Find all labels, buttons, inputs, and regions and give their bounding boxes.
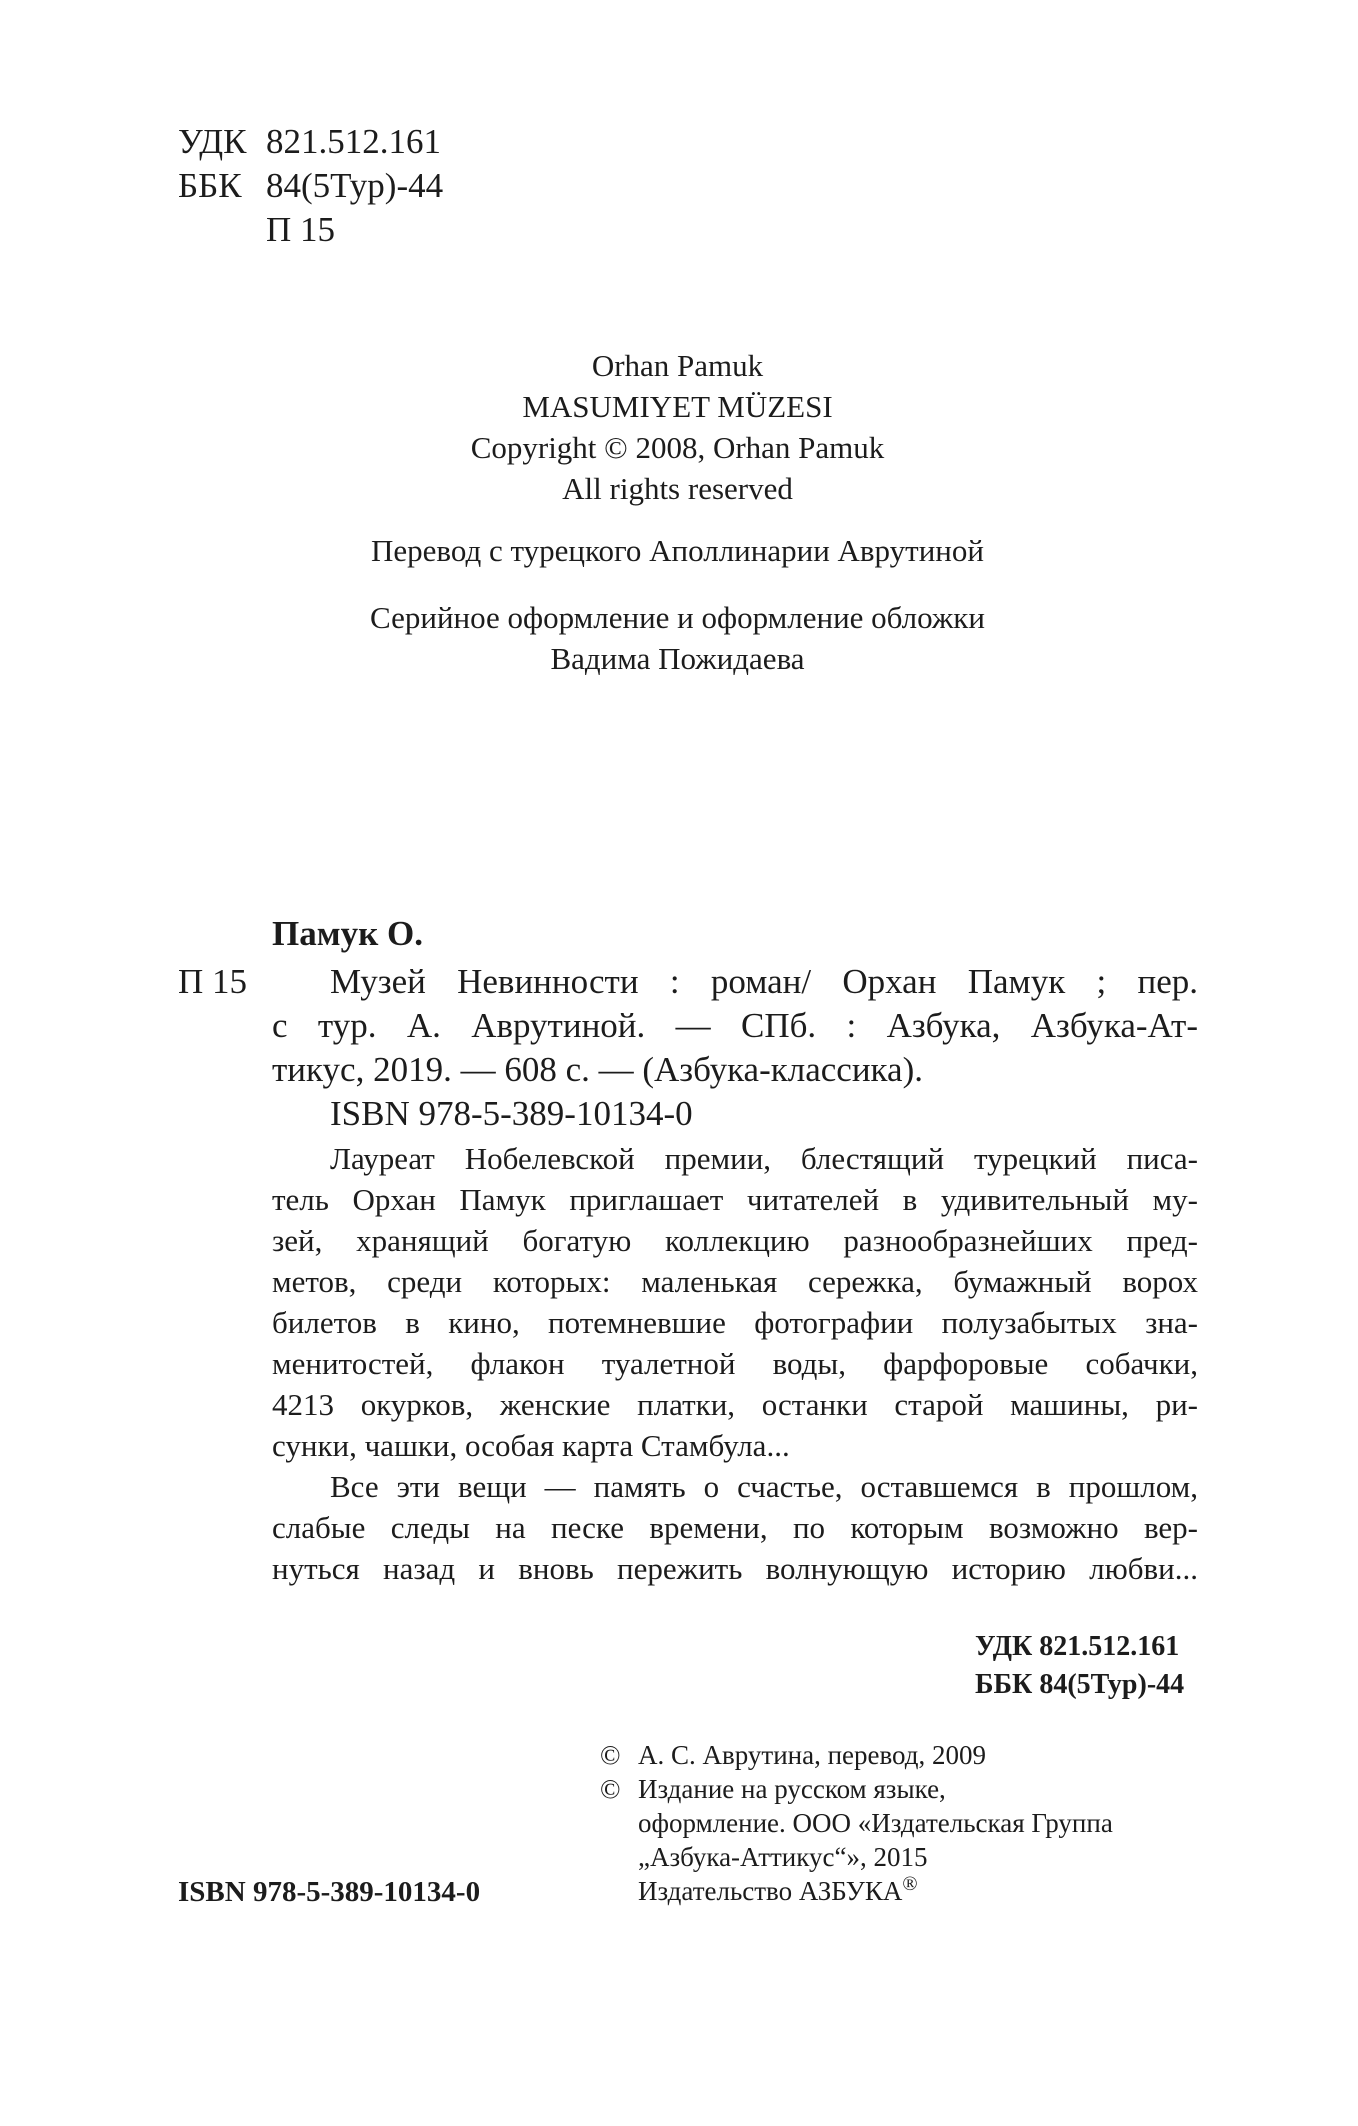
annotation-p1-line-2: тель Орхан Памук приглашает читателей в удивительный му- — [272, 1182, 1198, 1217]
bbk-row — [178, 164, 443, 208]
original-rights: All rights reserved — [562, 471, 793, 506]
copyright-translation: А. С. Аврутина, перевод, 2009 — [638, 1740, 987, 1770]
copyright-mark-1: © — [600, 1740, 621, 1770]
copyright-mark-2: © — [600, 1774, 621, 1804]
publisher-line — [600, 1874, 1113, 1908]
annotation-p2-line-3: нуться назад и вновь пережить волнующую историю любви... — [272, 1551, 1198, 1586]
catalog-description — [272, 960, 1198, 1136]
design-credit-line1: Серийное оформление и оформление обложки — [370, 600, 985, 635]
annotation-p1-line-1: Лауреат Нобелевской премии, блестящий турецкий писа- — [330, 1141, 1198, 1176]
bbk-label: ББК — [178, 166, 242, 205]
description-line-1: Музей Невинности : роман/ Орхан Памук ; пер. — [330, 962, 1198, 1001]
udk-row — [178, 120, 441, 164]
catalog-isbn: ISBN 978-5-389-10134-0 — [330, 1094, 693, 1133]
annotation-p1-line-7: 4213 окурков, женские платки, останки старой машины, ри- — [272, 1387, 1198, 1422]
description-line-3: тикус, 2019. — 608 с. — (Азбука-классика). — [272, 1050, 923, 1089]
translation-credit: Перевод с турецкого Аполлинарии Аврутиной — [371, 533, 984, 568]
annotation-p1-line-6: менитостей, флакон туалетной воды, фарфоровые собачки, — [272, 1346, 1198, 1381]
annotation-p2-line-2: слабые следы на песке времени, по которым возможно вер- — [272, 1510, 1198, 1545]
annotation-p1-line-4: метов, среди которых: маленькая сережка, бумажный ворох — [272, 1264, 1198, 1299]
description-line-2: с тур. А. Аврутиной. — СПб. : Азбука, Азбука-Ат- — [272, 1006, 1198, 1045]
catalog-heading: Памук О. — [272, 914, 423, 953]
original-title: MASUMIYET MÜZESI — [522, 389, 833, 424]
original-copyright: Copyright © 2008, Orhan Pamuk — [470, 430, 885, 465]
annotation-p1-line-3: зей, хранящий богатую коллекцию разнообразнейших пред- — [272, 1223, 1198, 1258]
copyright-edition-line3: „Азбука-Аттикус“», 2015 — [638, 1842, 928, 1872]
original-author: Orhan Pamuk — [591, 348, 764, 383]
catalog-mark: П 15 — [178, 962, 248, 1001]
copyright-block — [600, 1738, 1113, 1908]
udk-value: 821.512.161 — [266, 122, 441, 161]
publisher-name: Издательство АЗБУКА — [638, 1876, 903, 1906]
author-mark-row — [178, 208, 335, 252]
bottom-udk: УДК 821.512.161 — [975, 1631, 1180, 1662]
annotation-p1-line-8: сунки, чашки, особая карта Стамбула... — [272, 1428, 790, 1463]
design-credit-line2: Вадима Пожидаева — [550, 641, 805, 676]
udk-label: УДК — [178, 122, 247, 161]
registered-mark: ® — [902, 1873, 918, 1895]
annotation-p1-line-5: билетов в кино, потемневшие фотографии полузабытых зна- — [272, 1305, 1198, 1340]
original-edition-block — [200, 345, 1155, 509]
copyright-edition-line2: оформление. ООО «Издательская Группа — [638, 1808, 1113, 1838]
bottom-isbn: ISBN 978-5-389-10134-0 — [178, 1876, 481, 1908]
annotation — [272, 1138, 1198, 1589]
author-mark: П 15 — [266, 210, 336, 249]
design-credit — [200, 597, 1155, 679]
annotation-p2-line-1: Все эти вещи — память о счастье, оставшемся в прошлом, — [330, 1469, 1198, 1504]
bottom-bbk: ББК 84(5Тур)-44 — [975, 1669, 1185, 1700]
bottom-classification — [975, 1628, 1184, 1704]
copyright-edition-line1: Издание на русском языке, — [638, 1774, 946, 1804]
bbk-value: 84(5Тур)-44 — [266, 166, 444, 205]
